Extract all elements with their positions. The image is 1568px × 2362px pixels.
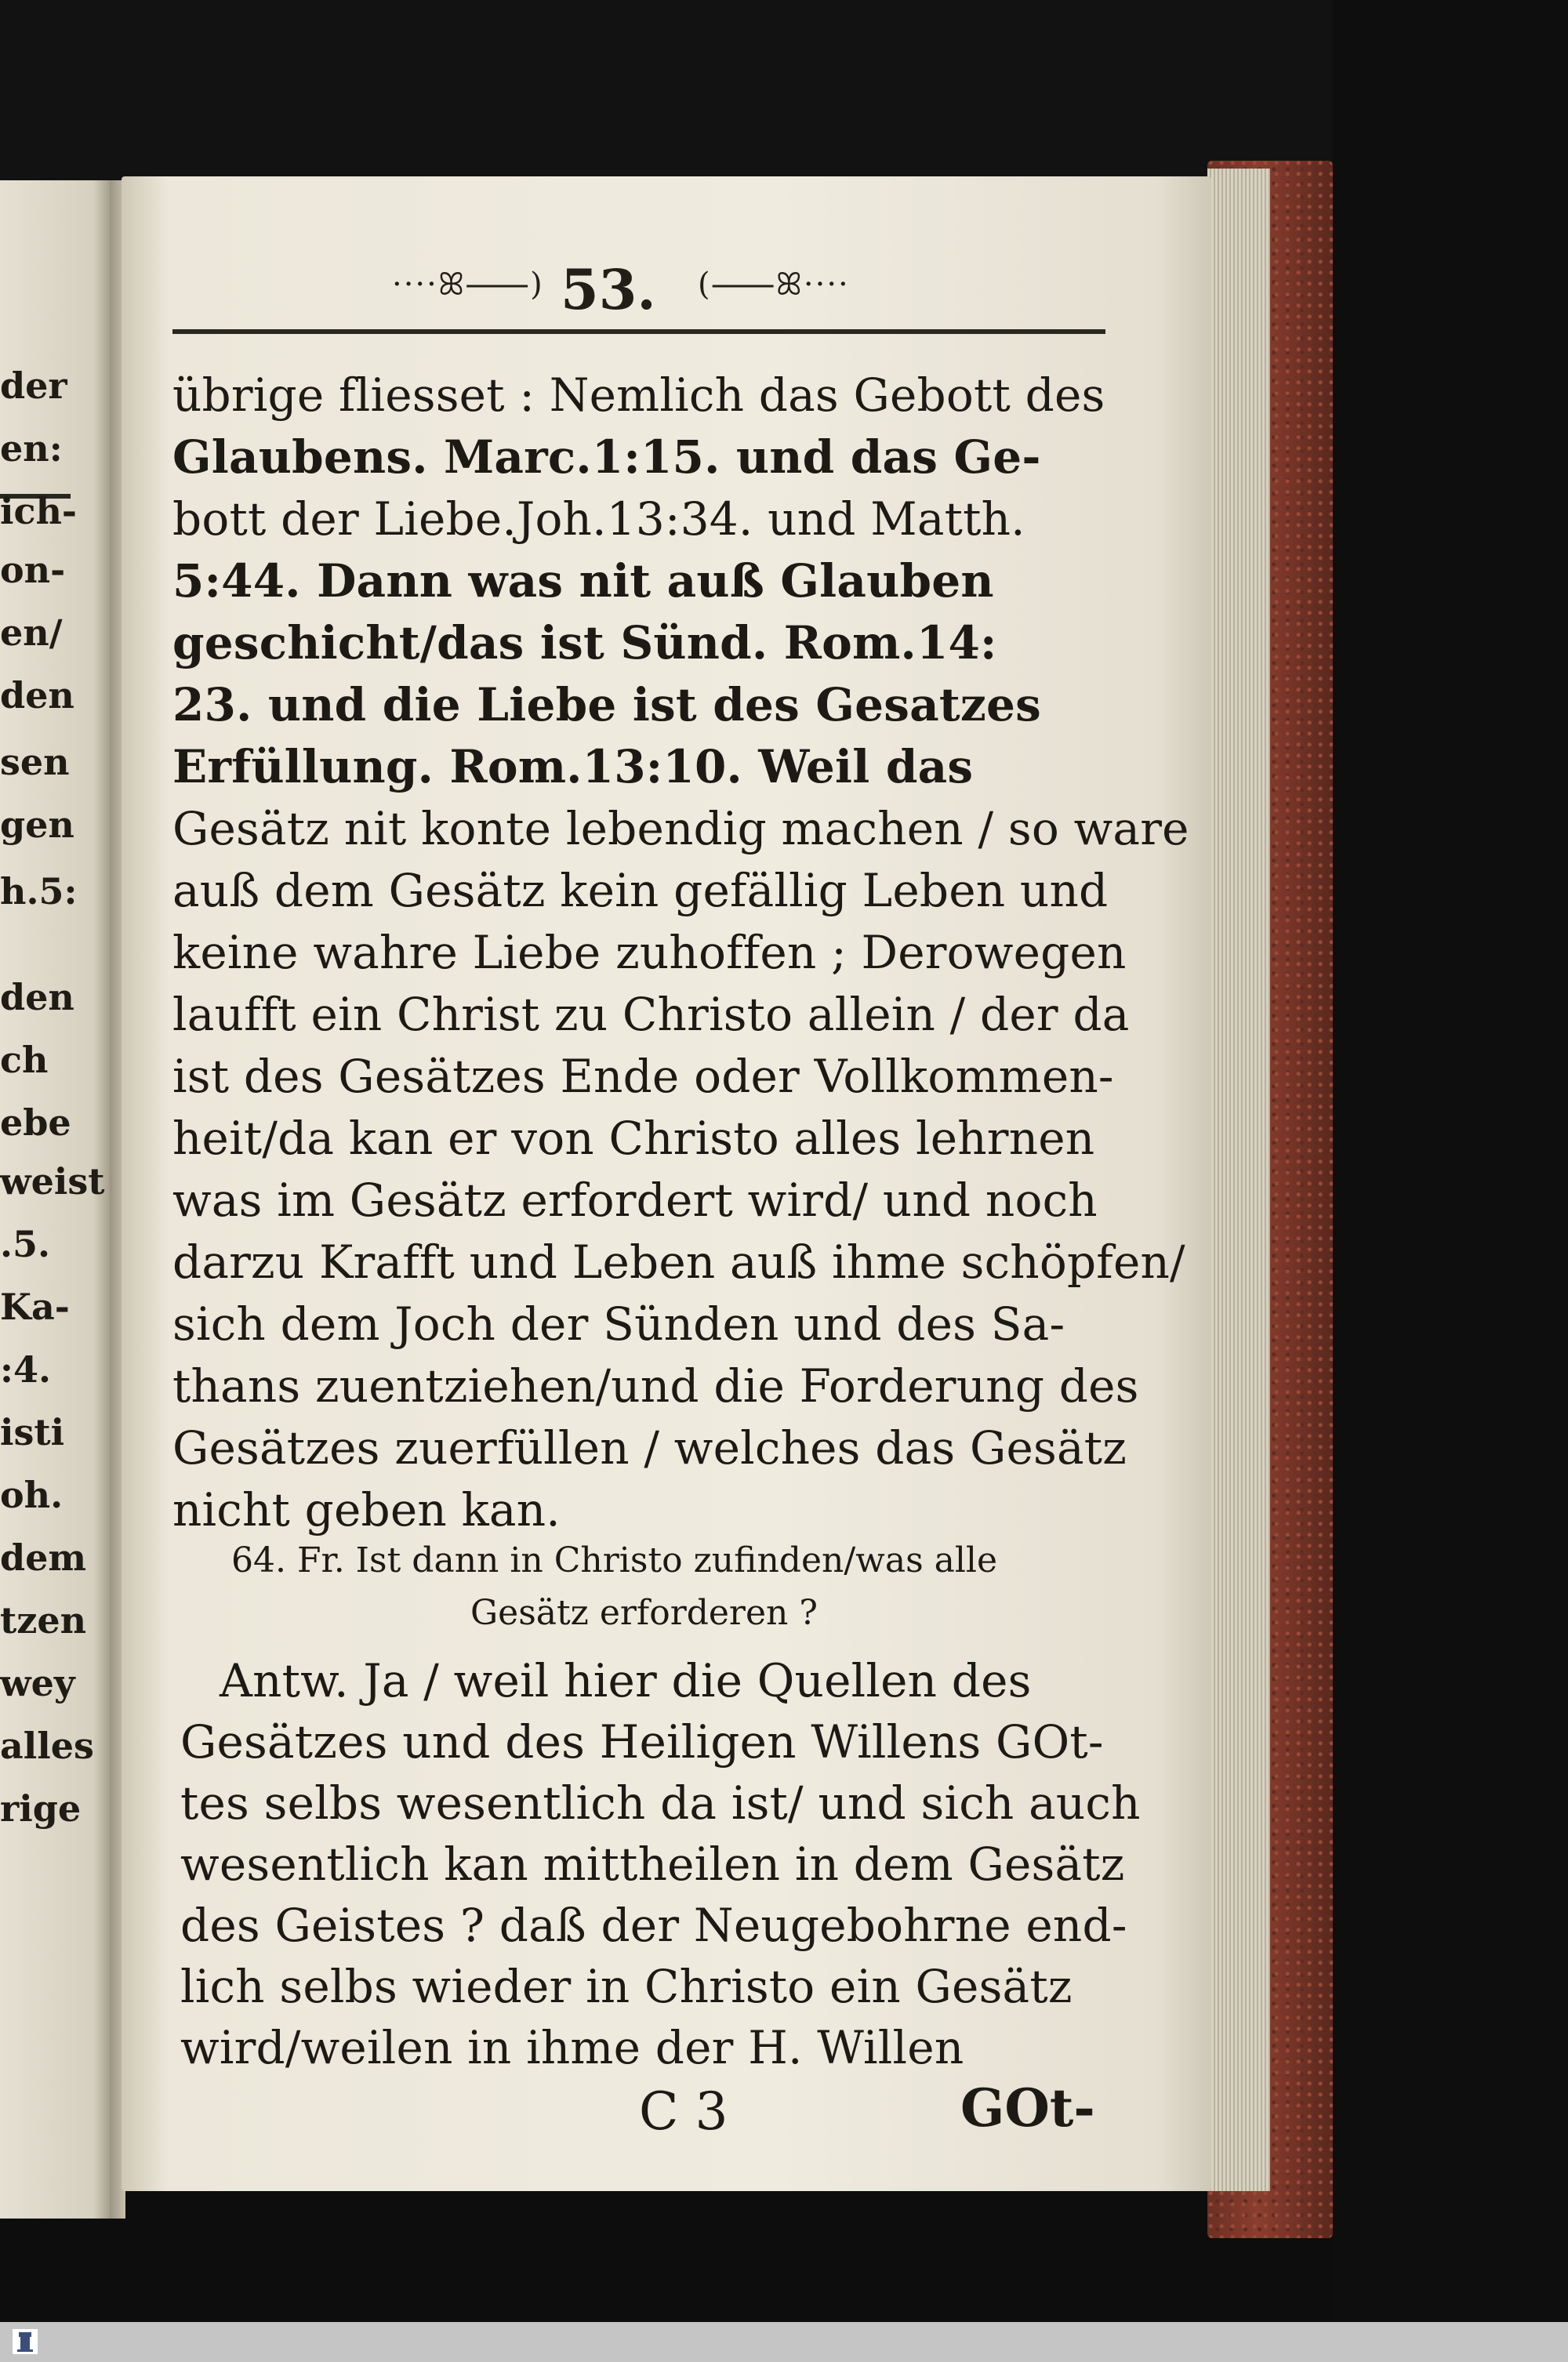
answer-line: tes selbs wesentlich da ist/ und sich auch [180,1776,1141,1830]
body-line: auß dem Gesätz kein gefällig Leben und [172,864,1109,917]
catchword: GOt- [960,2077,1095,2139]
left-page-fragment: isti [0,1411,65,1453]
answer-line: des Geistes ? daß der Neugebohrne end- [180,1899,1127,1952]
left-page-fragment: tzen [0,1599,87,1642]
left-page-fragment: gen [0,804,74,846]
left-page-fragment: en: [0,427,63,470]
left-page-fragment: sen [0,741,70,783]
left-page [0,180,110,2219]
answer-line: lich selbs wieder in Christo ein Gesätz [180,1960,1073,2013]
question-line-1: 64. Fr. Ist dann in Christo zufinden/was alle [231,1540,998,1580]
body-line: bott der Liebe.Joh.13:34. und Matth. [172,492,1025,546]
left-page-fragment: dem [0,1537,87,1579]
body-line: 23. und die Liebe ist des Gesatzes [172,678,1041,731]
background-right [1333,0,1568,2320]
library-logo-icon [9,2326,41,2357]
left-page-fragment: weist [0,1160,105,1203]
left-page-fragment: oh. [0,1474,64,1516]
left-page-fragment: den [0,674,74,717]
left-page-fragment: der [0,365,67,407]
body-line: Glaubens. Marc.1:15. und das Ge- [172,430,1041,484]
body-line: Gesätz nit konte lebendig machen / so ware [172,802,1189,855]
body-line: sich dem Joch der Sünden und des Sa- [172,1297,1065,1351]
body-line: heit/da kan er von Christo alles lehrnen [172,1112,1095,1165]
body-line: geschicht/das ist Sünd. Rom.14: [172,616,997,669]
body-line: keine wahre Liebe zuhoffen ; Derowegen [172,926,1127,979]
body-line: ist des Gesätzes Ende oder Vollkommen- [172,1050,1114,1103]
body-line: darzu Krafft und Leben auß ihme schöpfen/ [172,1235,1185,1289]
left-page-fragment: h.5: [0,870,78,913]
left-page-fragment: ich- [0,490,78,532]
page-header [392,251,878,322]
answer-line: Antw. Ja / weil hier die Quellen des [220,1654,1032,1707]
header-rule [172,329,1105,334]
question-line-2: Gesätz erforderen ? [470,1593,818,1633]
left-page-fragment: rige [0,1787,82,1830]
answer-line: wird/weilen in ihme der H. Willen [180,2021,964,2074]
body-line: Gesätzes zuerfüllen / welches das Gesätz [172,1421,1127,1475]
body-line: was im Gesätz erfordert wird/ und noch [172,1174,1098,1227]
left-page-fragment: Ka- [0,1286,70,1328]
left-page-fragment: alles [0,1725,94,1767]
signature-mark: C 3 [639,2081,728,2142]
answer-line: wesentlich kan mittheilen in dem Gesätz [180,1838,1125,1891]
answer-line: Gesätzes und des Heiligen Willens GOt- [180,1715,1104,1769]
left-page-fragment: en/ [0,611,63,654]
left-page-fragment: ch [0,1039,49,1081]
body-line: übrige fliesset : Nemlich das Gebott des [172,368,1105,422]
page-edges [1207,169,1270,2191]
page-number: 53. [561,257,656,322]
body-line: nicht geben kan. [172,1483,561,1537]
body-line: laufft ein Christ zu Christo allein / der da [172,988,1130,1041]
left-page-fragment: .5. [0,1223,51,1265]
left-page-fragment: den [0,976,74,1018]
body-line: thans zuentziehen/und die Forderung des [172,1359,1139,1413]
viewer-bottom-bar [0,2322,1568,2362]
body-line: Erfüllung. Rom.13:10. Weil das [172,740,974,793]
body-line: 5:44. Dann was nit auß Glauben [172,554,994,608]
ornament-left: ····ꕤ⸺) [392,267,544,303]
left-page-fragment: on- [0,549,66,591]
left-page-fragment: ebe [0,1101,71,1144]
left-page-fragment: :4. [0,1348,52,1391]
left-page-fragment: wey [0,1662,75,1704]
ornament-right: (⸺ꕤ···· [698,267,850,303]
